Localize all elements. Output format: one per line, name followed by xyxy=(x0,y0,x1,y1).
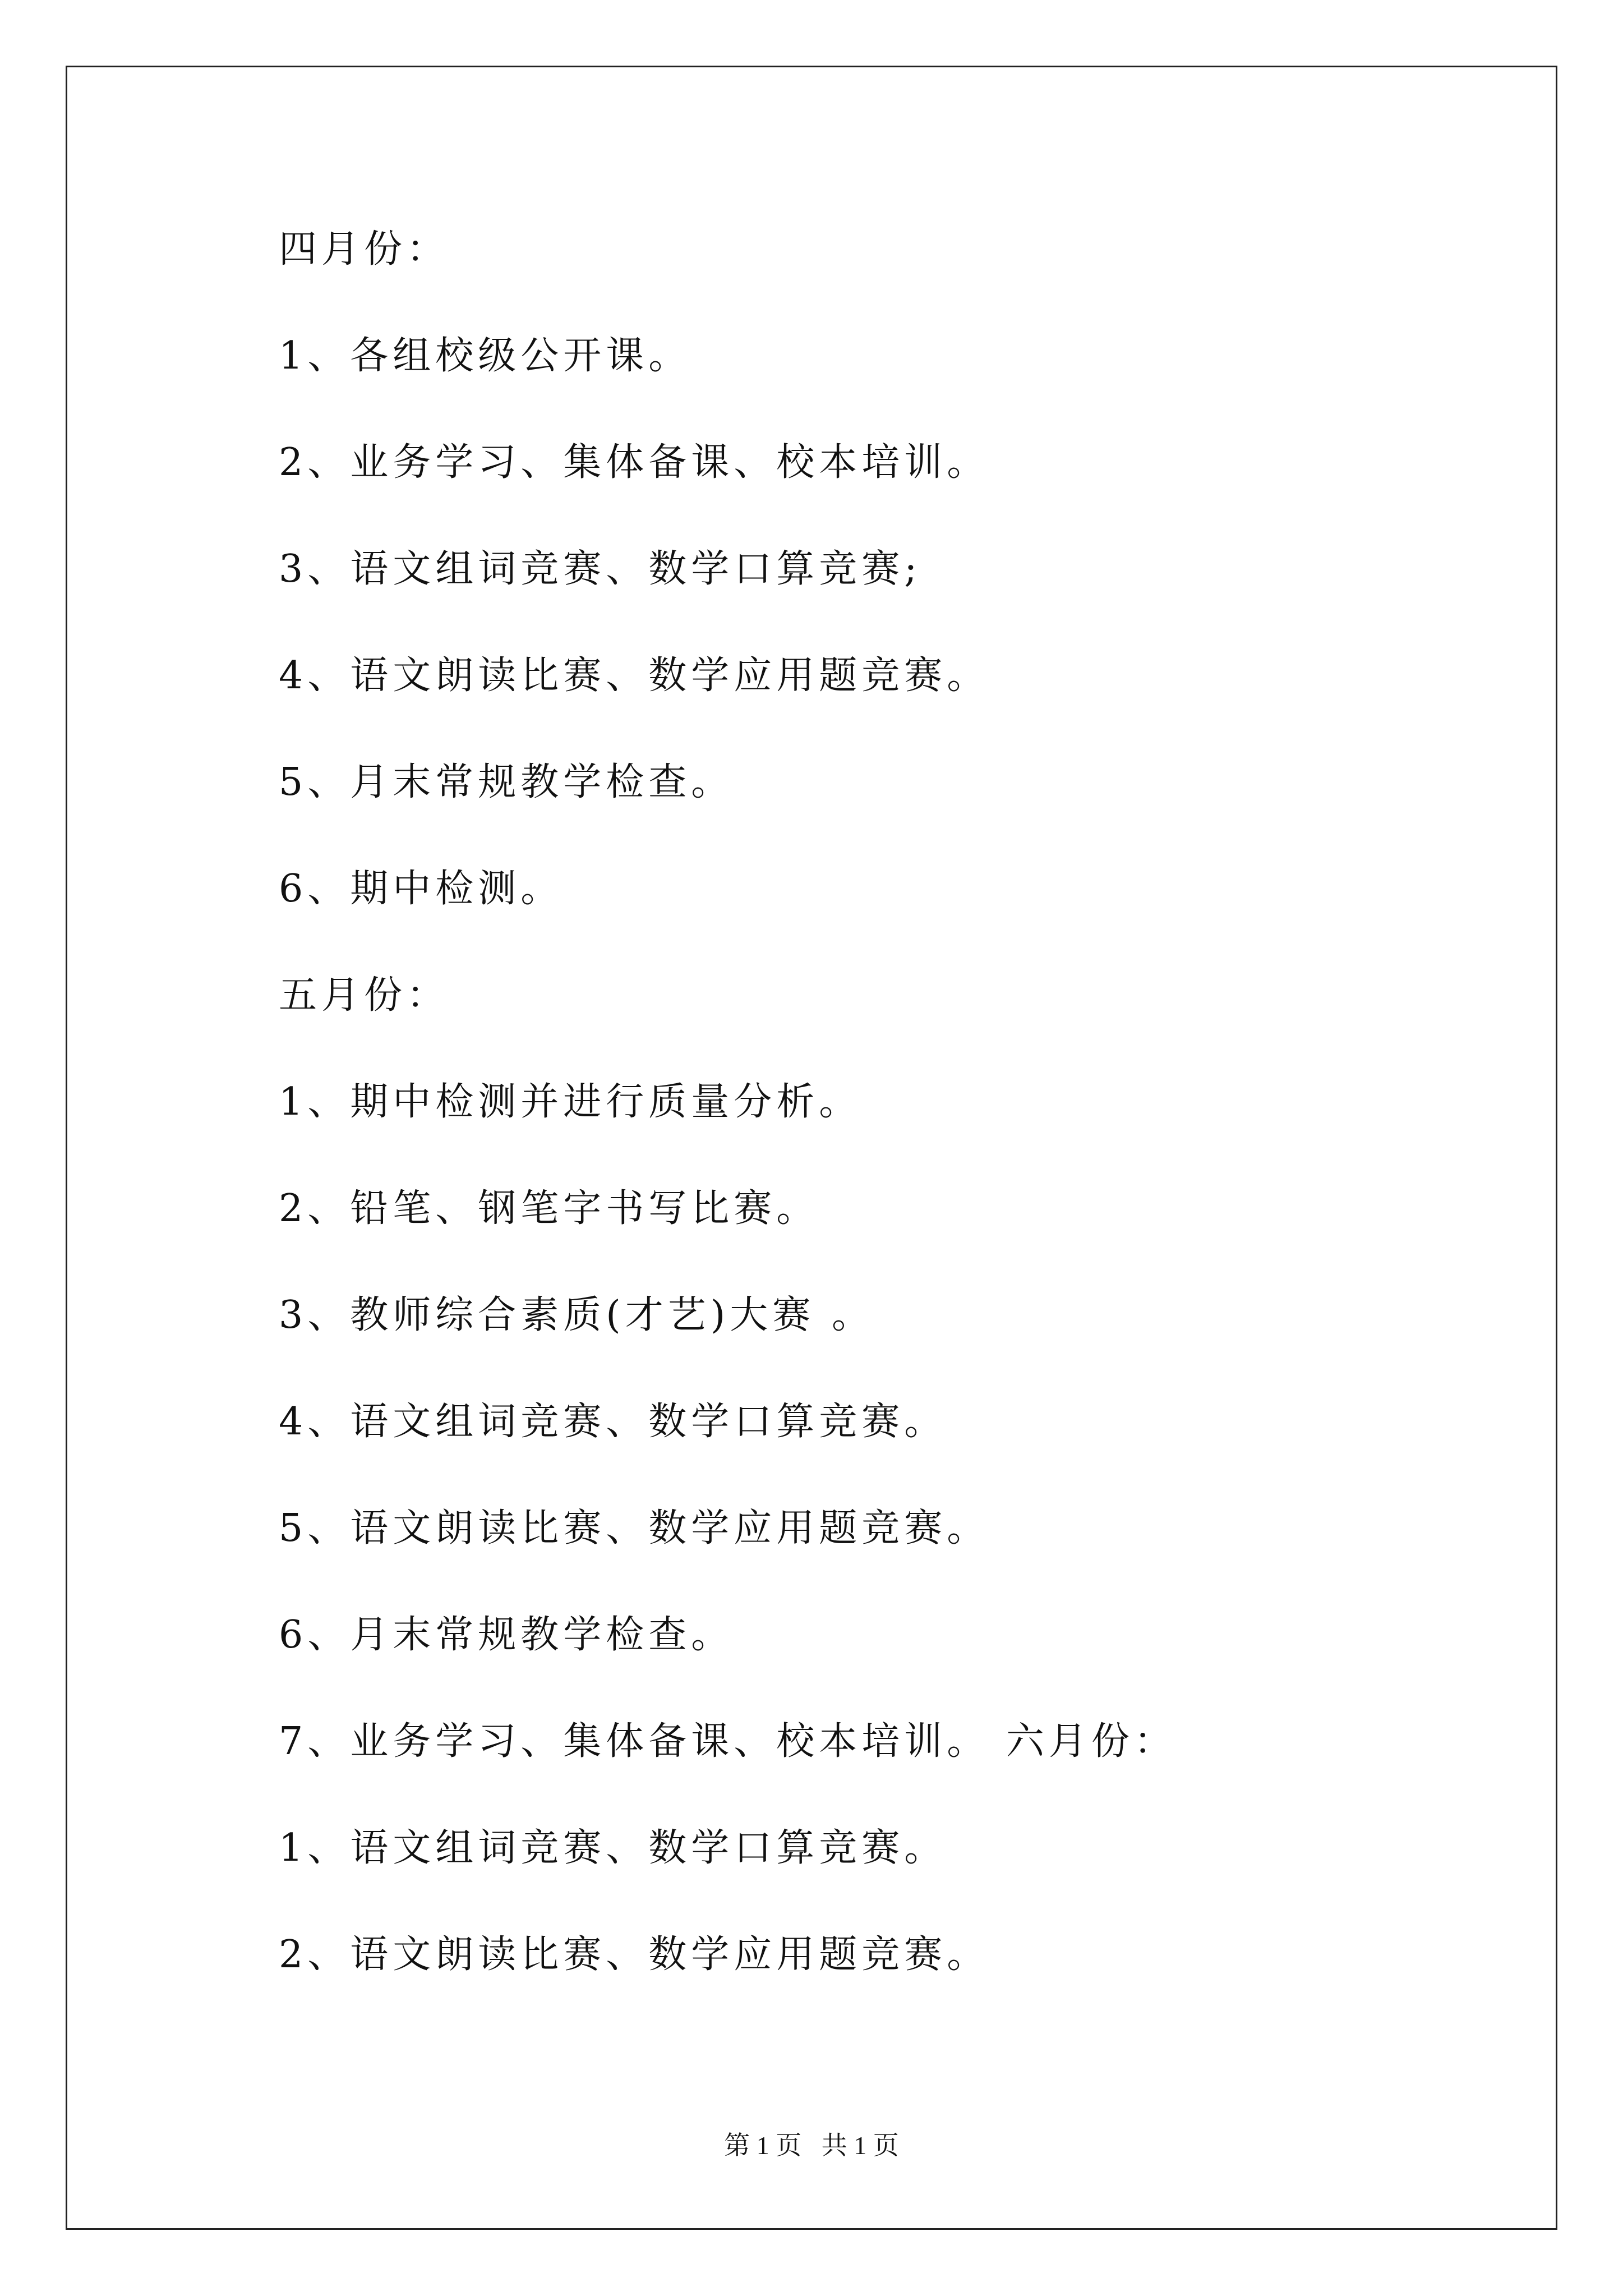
list-item: 7、业务学习、集体备课、校本培训。 六月份： xyxy=(279,1719,1177,1764)
list-item: 6、月末常规教学检查。 xyxy=(279,1613,734,1657)
list-item: 6、期中检测。 xyxy=(279,867,564,911)
list-item: 1、各组校级公开课。 xyxy=(279,334,691,378)
list-item: 3、语文组词竞赛、数学口算竞赛; xyxy=(279,547,922,591)
list-item: 1、语文组词竞赛、数学口算竞赛。 xyxy=(279,1826,947,1870)
page-border xyxy=(66,66,1557,2230)
page-number: 第 1 页 xyxy=(724,2131,802,2160)
page-footer xyxy=(0,2129,1623,2162)
list-item: 5、语文朗读比赛、数学应用题竞赛。 xyxy=(279,1506,990,1550)
list-item: 4、语文朗读比赛、数学应用题竞赛。 xyxy=(279,654,990,698)
list-item: 5、月末常规教学检查。 xyxy=(279,760,734,804)
page-count: 共 1 页 xyxy=(821,2131,899,2160)
list-item: 1、期中检测并进行质量分析。 xyxy=(279,1080,862,1124)
list-item: 2、语文朗读比赛、数学应用题竞赛。 xyxy=(279,1932,990,1977)
section-heading-april: 四月份： xyxy=(279,227,450,272)
section-heading-may: 五月份： xyxy=(279,973,450,1018)
list-item: 2、铅笔、钢笔字书写比赛。 xyxy=(279,1186,819,1231)
list-item: 4、语文组词竞赛、数学口算竞赛。 xyxy=(279,1400,947,1444)
list-item: 2、业务学习、集体备课、校本培训。 xyxy=(279,440,990,485)
list-item: 3、教师综合素质(才艺)大赛 。 xyxy=(279,1293,874,1337)
